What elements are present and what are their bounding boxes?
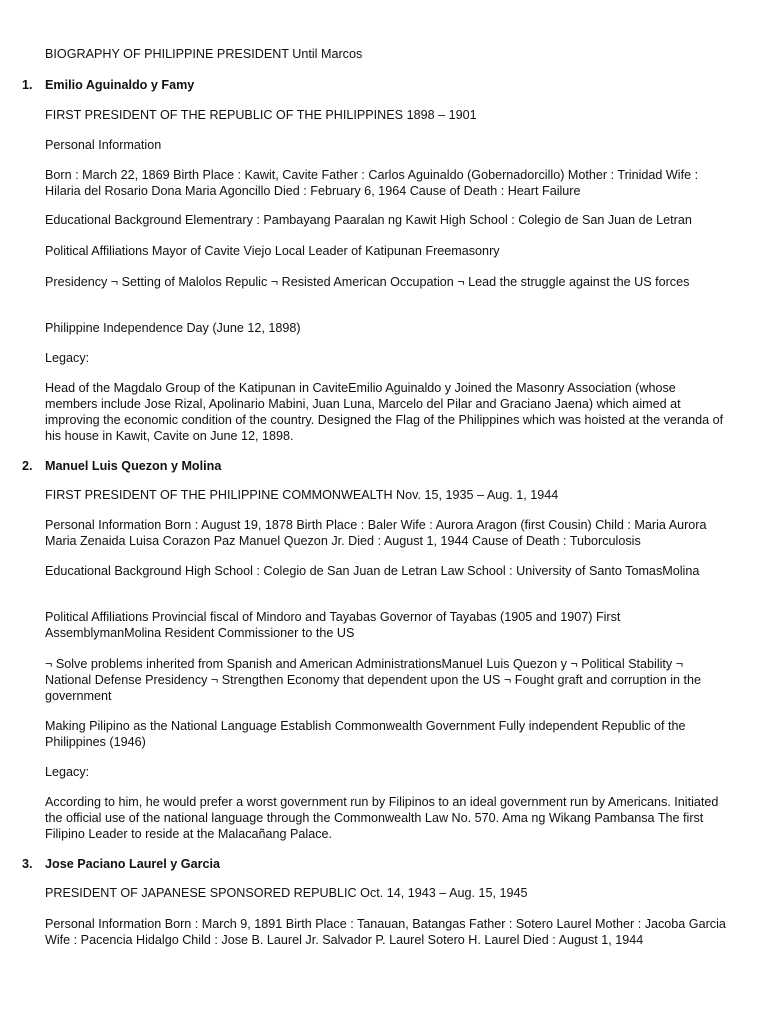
paragraph: Political Affiliations Mayor of Cavite Viejo Local Leader of Katipunan Freemasonry	[45, 244, 500, 258]
paragraph: Educational Background High School : Colegio de San Juan de Letran Law School : University of Santo TomasMolina	[45, 564, 700, 578]
section-heading-laurel	[22, 856, 220, 872]
paragraph: Born : March 22, 1869 Birth Place : Kawit, Cavite Father : Carlos Aguinaldo (Gobernadorcillo) Mother : Trinidad Wife : Hilaria del Rosario Dona Maria Agoncillo Died : February 6, 1964 Cause of Death : Heart Failure	[45, 168, 699, 198]
section-heading-quezon	[22, 458, 221, 474]
section-number: 2.	[22, 459, 33, 473]
section-name: Jose Paciano Laurel y Garcia	[45, 857, 221, 871]
paragraph: Legacy:	[45, 351, 90, 365]
paragraph: Head of the Magdalo Group of the Katipunan in CaviteEmilio Aguinaldo y Joined the Masonry Association (whose members include Jose Rizal, Apolinario Mabini, Juan Luna, Marcelo del Pilar and Graciano Jaena) which aimed at improving the economic condition of the country. Designed the Flag of the Philippines which was hoisted at the veranda of his house in Kawit, Cavite on June 12, 1898.	[45, 381, 724, 443]
paragraph: Legacy:	[45, 765, 90, 779]
paragraph: Personal Information Born : August 19, 1878 Birth Place : Baler Wife : Aurora Aragon (first Cousin) Child : Maria Aurora Maria Zenaida Luisa Corazon Paz Manuel Quezon Jr. Died : August 1, 1944 Cause of Death : Tuborculosis	[45, 518, 707, 548]
paragraph: FIRST PRESIDENT OF THE PHILIPPINE COMMONWEALTH Nov. 15, 1935 – Aug. 1, 1944	[45, 488, 559, 502]
paragraph: Making Pilipino as the National Language Establish Commonwealth Government Fully independent Republic of the Philippines (1946)	[45, 719, 686, 749]
paragraph: Political Affiliations Provincial fiscal of Mindoro and Tayabas Governor of Tayabas (1905 and 1907) First AssemblymanMolina Resident Commissioner to the US	[45, 610, 621, 640]
section-number: 3.	[22, 857, 33, 871]
paragraph: Educational Background Elementrary : Pambayang Paaralan ng Kawit High School : Colegio de San Juan de Letran	[45, 213, 692, 227]
paragraph: Personal Information Born : March 9, 1891 Birth Place : Tanauan, Batangas Father : Sotero Laurel Mother : Jacoba Garcia Wife : Pacencia Hidalgo Child : Jose B. Laurel Jr. Salvador P. Laurel Sotero H. Laurel Died : August 1, 1944	[45, 917, 726, 947]
paragraph: According to him, he would prefer a worst government run by Filipinos to an ideal government run by Americans. Initiated the official use of the national language through the Commonwealth Law No. 570. Ama ng Wikang Pambansa The first Filipino Leader to reside at the Malacañang Palace.	[45, 795, 719, 841]
section-number: 1.	[22, 78, 33, 92]
paragraph: PRESIDENT OF JAPANESE SPONSORED REPUBLIC Oct. 14, 1943 – Aug. 15, 1945	[45, 886, 528, 900]
section-name: Manuel Luis Quezon y Molina	[45, 459, 222, 473]
document-title: BIOGRAPHY OF PHILIPPINE PRESIDENT Until Marcos	[45, 47, 363, 61]
section-name: Emilio Aguinaldo y Famy	[45, 78, 195, 92]
paragraph: Presidency ¬ Setting of Malolos Repulic ¬ Resisted American Occupation ¬ Lead the struggle against the US forces	[45, 275, 690, 289]
paragraph: Personal Information	[45, 138, 162, 152]
paragraph: FIRST PRESIDENT OF THE REPUBLIC OF THE PHILIPPINES 1898 – 1901	[45, 108, 477, 122]
paragraph: Philippine Independence Day (June 12, 1898)	[45, 321, 301, 335]
section-heading-aguinaldo	[22, 77, 194, 93]
paragraph: ¬ Solve problems inherited from Spanish and American AdministrationsManuel Luis Quezon y ¬ Political Stability ¬ National Defense Presidency ¬ Strengthen Economy that dependent upon the US ¬ Fought graft and corruption in the government	[45, 657, 702, 703]
